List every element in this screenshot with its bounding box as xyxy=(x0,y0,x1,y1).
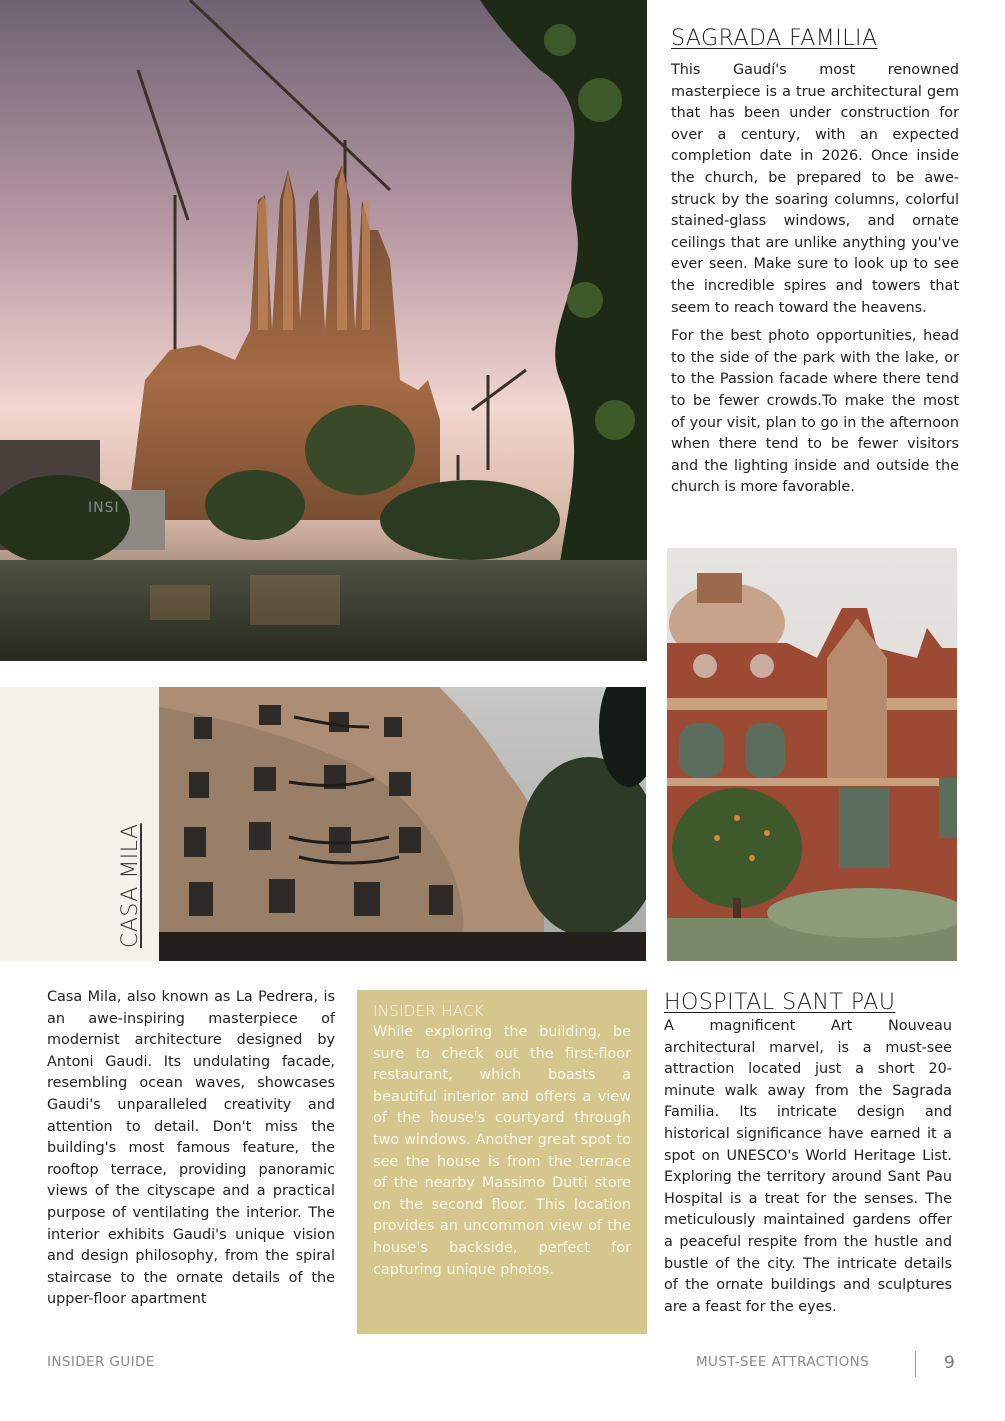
hospital-sant-pau-photo xyxy=(667,548,957,961)
insider-hack-box xyxy=(357,990,647,1334)
casa-mila-vertical-title: CASA MILA xyxy=(118,823,143,948)
sagrada-familia-heading: SAGRADA FAMILIA xyxy=(671,26,878,51)
sagrada-paragraph-2: For the best photo opportunities, head to the side of the park with the lake, or to the Passion facade where there tend to be fewer crowds.To make the most of your visit, plan to go in the afternoon when there tend to be fewer visitors and the lighting inside and outside the church is more favorable. xyxy=(671,328,959,496)
footer-divider xyxy=(915,1351,916,1377)
casa-mila-photo xyxy=(159,687,646,961)
hospital-sant-pau-text: A magnificent Art Nouveau architectural marvel, is a must-see attraction located just a short 20-minute walk away from the Sagrada Familia. Its intricate design and historical significance have earned it a spot on UNESCO's World Heritage List. Exploring the territory around Sant Pau Hospital is a treat for the senses. The meticulously maintained gardens offer a peaceful respite from the hustle and bustle of the city. The intricate details of the ornate buildings and sculptures are a feast for the eyes. xyxy=(664,1018,952,1315)
footer-guide-label: INSIDER GUIDE xyxy=(47,1354,155,1370)
casa-mila-text: Casa Mila, also known as La Pedrera, is an awe-inspiring masterpiece of modernist architecture designed by Antoni Gaudi. Its undulating facade, resembling ocean waves, showcases Gaudi's unparalleled creativity and attention to detail. Don't miss the building's most famous feature, the rooftop terrace, providing panoramic views of the cityscape and a practical purpose of ventilating the interior. The interior exhibits Gaudi's unique vision and design philosophy, from the spiral staircase to the ornate details of the upper-floor apartment xyxy=(47,989,335,1308)
sagrada-familia-text xyxy=(671,60,959,506)
footer-section-label: MUST-SEE ATTRACTIONS xyxy=(696,1354,870,1370)
photo-watermark: INSI xyxy=(88,500,120,516)
sagrada-paragraph-1: This Gaudí's most renowned masterpiece is a true architectural gem that has been under construction for over a century, with an expected completion date in 2026. Once inside the church, be prepared to be awe-struck by the soaring columns, colorful stained-glass windows, and ornate ceilings that are unlike anything you've ever seen. Make sure to look up to see the incredible spires and towers that seem to reach toward the heavens. xyxy=(671,62,959,316)
insider-hack-text: While exploring the building, be sure to check out the first-floor restaurant, which boasts a beautiful interior and offers a view of the house's courtyard through two windows. Another great spot to see the house is from the terrace of the nearby Massimo Dutti store on the second floor. This location provides an uncommon view of the house's backside, perfect for capturing unique photos. xyxy=(373,1024,631,1278)
hospital-sant-pau-heading: HOSPITAL SANT PAU xyxy=(664,990,896,1015)
insider-hack-title: INSIDER HACK xyxy=(373,1002,484,1020)
sagrada-familia-photo xyxy=(0,0,647,661)
page-number: 9 xyxy=(944,1353,955,1373)
